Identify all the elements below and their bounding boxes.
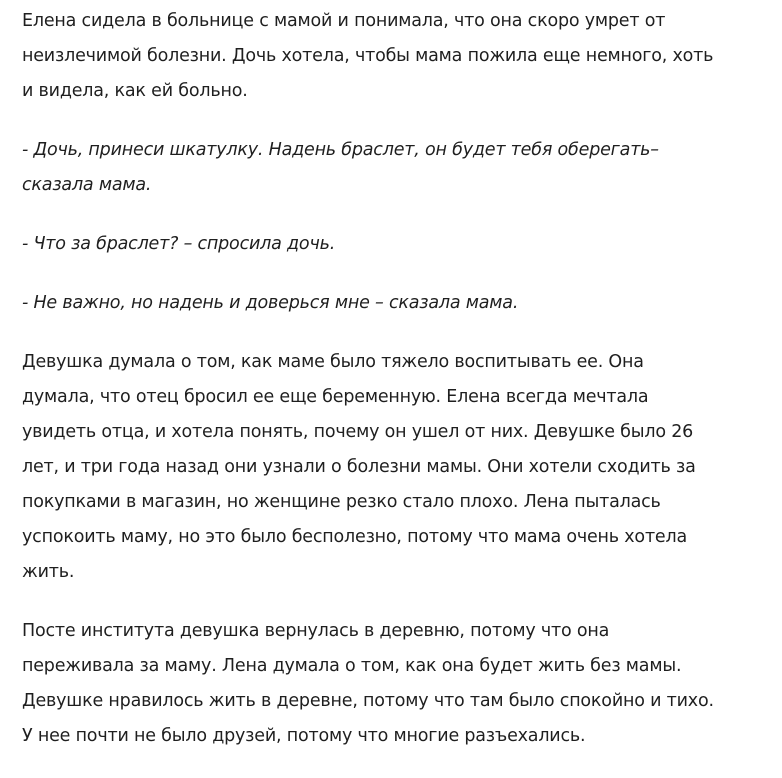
paragraph-hospital <box>22 4 774 109</box>
text-line: У нее почти не было друзей, потому что многие разъехались. <box>22 726 586 746</box>
text-line: Посте института девушка вернулась в деревню, потому что она <box>22 621 610 641</box>
text-line: переживала за маму. Лена думала о том, как она будет жить без мамы. <box>22 656 682 676</box>
article-body <box>22 4 774 778</box>
text-line: сказала мама. <box>22 175 152 195</box>
text-line: неизлечимой болезни. Дочь хотела, чтобы мама пожила еще немного, хоть <box>22 46 714 66</box>
text-line: - Что за браслет? – спросила дочь. <box>22 234 336 254</box>
text-line: думала, что отец бросил ее еще беременную. Елена всегда мечтала <box>22 387 649 407</box>
text-line: лет, и три года назад они узнали о болезни мамы. Они хотели сходить за <box>22 457 696 477</box>
paragraph-past <box>22 345 774 590</box>
text-line: Елена сидела в больнице с мамой и понимала, что она скоро умрет от <box>22 11 666 31</box>
text-line: Девушка думала о том, как маме было тяжело воспитывать ее. Она <box>22 352 644 372</box>
dialog-line-mother-box <box>22 133 774 203</box>
text-line: успокоить маму, но это было бесполезно, потому что мама очень хотела <box>22 527 688 547</box>
dialog-line-daughter-question <box>22 227 774 262</box>
paragraph-village <box>22 614 774 754</box>
text-line: - Не важно, но надень и доверься мне – сказала мама. <box>22 293 519 313</box>
text-line: увидеть отца, и хотела понять, почему он ушел от них. Девушке было 26 <box>22 422 694 442</box>
dialog-line-mother-trust <box>22 286 774 321</box>
text-line: покупками в магазин, но женщине резко стало плохо. Лена пыталась <box>22 492 661 512</box>
text-line: Девушке нравилось жить в деревне, потому что там было спокойно и тихо. <box>22 691 714 711</box>
text-line: жить. <box>22 562 75 582</box>
text-line: и видела, как ей больно. <box>22 81 248 101</box>
text-line: - Дочь, принеси шкатулку. Надень браслет, он будет тебя оберегать– <box>22 140 659 160</box>
